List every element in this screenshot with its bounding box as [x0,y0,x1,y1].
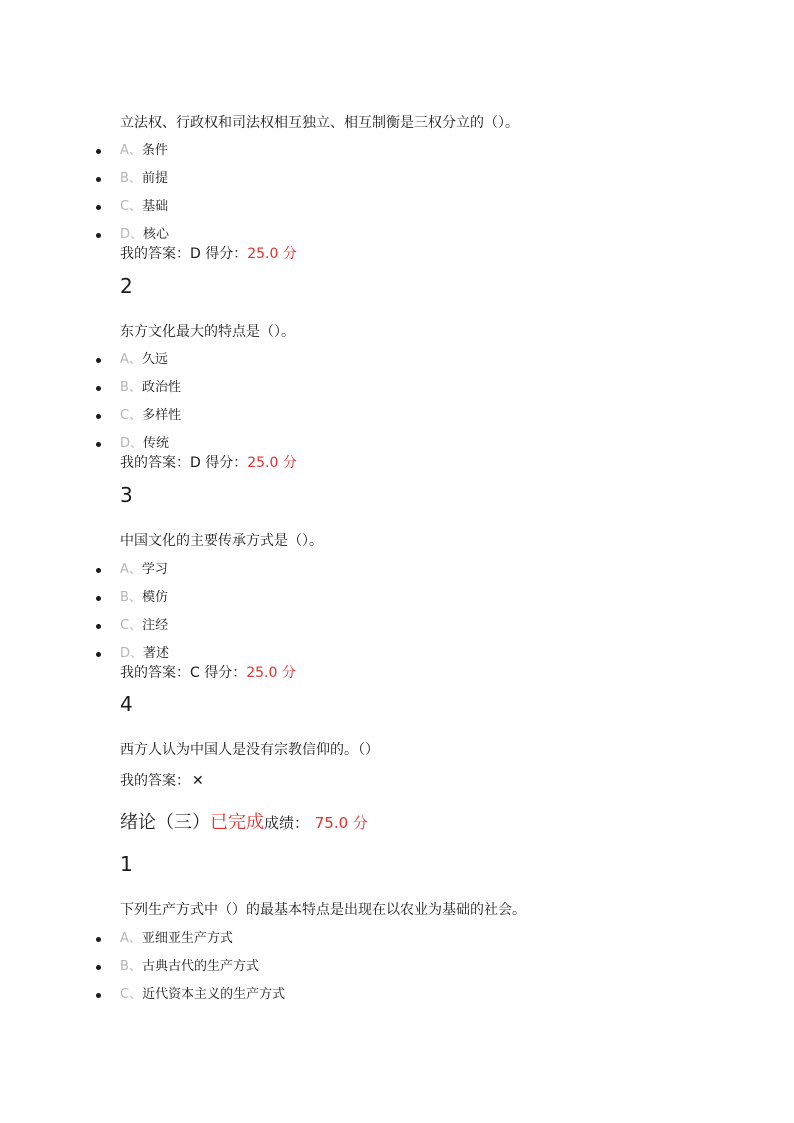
option-letter: A [120,352,129,367]
bullet-icon [96,177,101,182]
question-2-text: 东方文化最大的特点是（）。 [120,324,295,340]
answer-line-2 [120,454,297,472]
answer-value: D [190,246,201,262]
question-3-text: 中国文化的主要传承方式是（）。 [120,533,323,549]
option-1a[interactable]: A、条件 [0,142,500,160]
option-letter: A [120,143,129,158]
option-letter: D [120,436,131,451]
question-3-number: 3 [120,483,133,507]
option-label: 亚细亚生产方式 [141,931,233,946]
question-1-text: 立法权、行政权和司法权相互独立、相互制衡是三权分立的（）。 [120,115,519,131]
answer-line-1 [120,245,297,263]
option-letter: D [120,227,131,242]
question-2-number: 2 [120,274,133,298]
section-title: 绪论（三） [120,812,210,833]
bullet-icon [96,233,101,238]
bullet-icon [96,937,101,942]
option-5a[interactable]: A、亚细亚生产方式 [0,930,500,948]
score-value: 25.0 分 [246,665,296,681]
option-label: 条件 [141,143,168,158]
bullet-icon [96,149,101,154]
cross-mark-icon: ✕ [192,773,204,789]
option-3b[interactable]: B、模仿 [0,589,500,607]
option-3d[interactable]: D、著述 [0,645,500,663]
question-4-text: 西方人认为中国人是没有宗教信仰的。（） [120,742,379,758]
bullet-icon [96,652,101,657]
question-5-text: 下列生产方式中（）的最基本特点是出现在以农业为基础的社会。 [120,902,526,918]
option-5c[interactable]: C、近代资本主义的生产方式 [0,986,500,1004]
option-label: 基础 [142,199,169,214]
option-5b[interactable]: B、古典古代的生产方式 [0,958,500,976]
option-label: 前提 [141,171,168,186]
answer-value: C [190,665,200,681]
option-letter: B [120,171,129,186]
option-label: 古典古代的生产方式 [141,959,259,974]
bullet-icon [96,414,101,419]
bullet-icon [96,386,101,391]
option-label: 多样性 [142,408,182,423]
option-letter: A [120,562,129,577]
score-label: 得分： [204,665,247,681]
option-1b[interactable]: B、前提 [0,170,500,188]
option-label: 传统 [143,436,170,451]
option-label: 模仿 [141,590,168,605]
option-2c[interactable]: C、多样性 [0,407,500,425]
option-letter: C [120,408,130,423]
option-label: 注经 [142,618,169,633]
answer-label: 我的答案： [120,665,190,681]
answer-label: 我的答案： [120,455,190,471]
question-4-number: 4 [120,692,133,716]
option-1d[interactable]: D、核心 [0,226,500,244]
option-label: 近代资本主义的生产方式 [142,987,286,1002]
score-label: 得分： [205,246,248,262]
option-letter: C [120,618,130,633]
option-2a[interactable]: A、久远 [0,351,500,369]
option-letter: D [120,646,131,661]
answer-line-4 [120,772,204,790]
bullet-icon [96,205,101,210]
answer-label: 我的答案： [120,246,190,262]
option-label: 学习 [141,562,168,577]
score-value: 25.0 分 [247,455,297,471]
option-label: 著述 [143,646,170,661]
option-label: 久远 [141,352,168,367]
option-2b[interactable]: B、政治性 [0,379,500,397]
answer-line-3 [120,664,296,682]
option-3c[interactable]: C、注经 [0,617,500,635]
bullet-icon [96,624,101,629]
bullet-icon [96,993,101,998]
option-label: 核心 [143,227,170,242]
bullet-icon [96,965,101,970]
section-header [120,811,368,835]
bullet-icon [96,568,101,573]
section-status: 已完成 [210,812,264,833]
bullet-icon [96,358,101,363]
option-letter: B [120,590,129,605]
option-label: 政治性 [141,380,181,395]
option-1c[interactable]: C、基础 [0,198,500,216]
option-3a[interactable]: A、学习 [0,561,500,579]
bullet-icon [96,442,101,447]
option-2d[interactable]: D、传统 [0,435,500,453]
score-value: 25.0 分 [247,246,297,262]
grade-value: 75.0 分 [314,814,368,832]
option-letter: C [120,199,130,214]
option-letter: B [120,380,129,395]
bullet-icon [96,596,101,601]
option-letter: B [120,959,129,974]
option-letter: C [120,987,130,1002]
answer-value: D [190,455,201,471]
answer-label: 我的答案： [120,773,190,789]
question-5-number: 1 [120,852,133,876]
score-label: 得分： [205,455,248,471]
option-letter: A [120,931,129,946]
grade-label: 成绩： [264,814,310,832]
